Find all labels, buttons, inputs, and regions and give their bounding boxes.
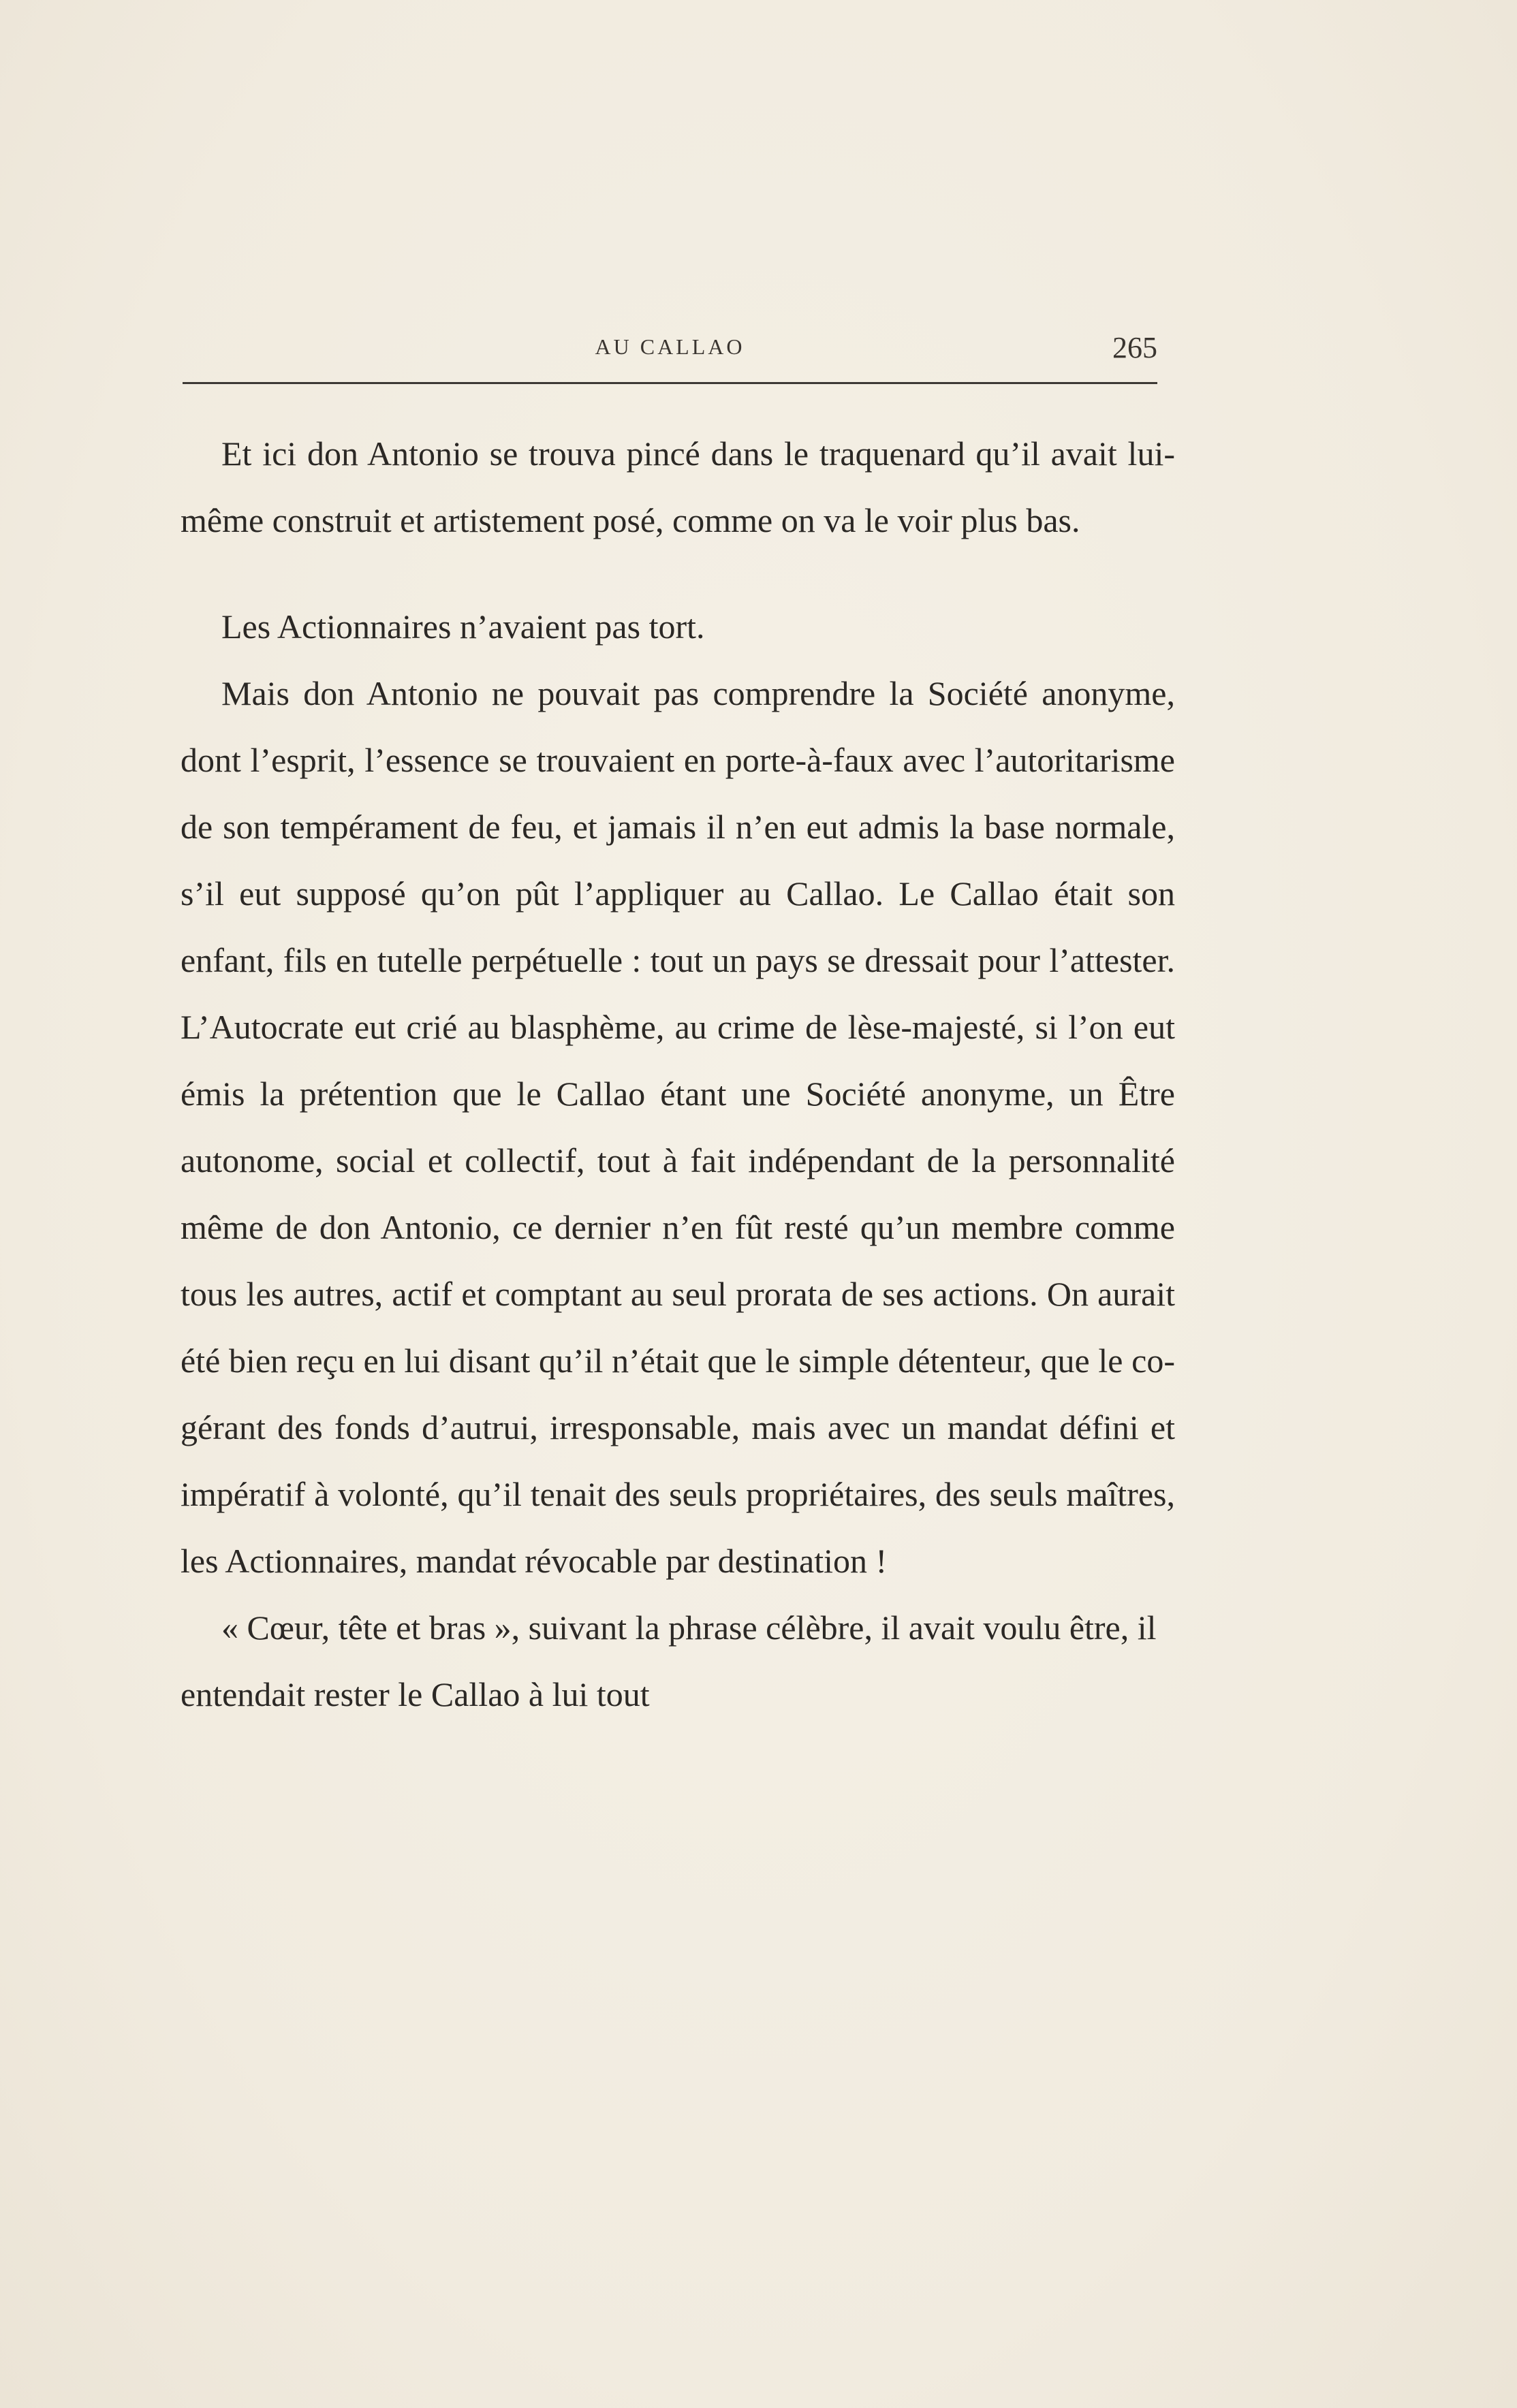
paragraph-1: Et ici don Antonio se trouva pincé dans le traquenard qu’il avait lui-même construit et artistement posé, comme on va le voir plus bas. xyxy=(181,434,1175,539)
page-number: 265 xyxy=(1112,331,1157,364)
running-title: AU CALLAO xyxy=(595,334,745,359)
body-text xyxy=(181,420,1175,1728)
header-rule xyxy=(183,382,1157,384)
paragraph-3: Mais don Antonio ne pouvait pas comprendre la Société anonyme, dont l’esprit, l’essence se trouvaient en porte-à-faux avec l’autoritarisme de son tempérament de feu, et jamais il n’en eut admis la base normale, s’il eut supposé qu’on pût l’appliquer au Callao. Le Callao était son enfant, fils en tutelle perpétuelle : tout un pays se dressait pour l’attester. L’Autocrate eut crié au blasphème, au crime de lèse-majesté, si l’on eut émis la prétention que le Callao étant une Société anonyme, un Être autonome, social et collectif, tout à fait indépendant de la personnalité même de don Antonio, ce dernier n’en fût resté qu’un membre comme tous les autres, actif et comptant au seul prorata de ses actions. On aurait été bien reçu en lui disant qu’il n’était que le simple détenteur, que le co-gérant des fonds d’autrui, irresponsable, mais avec un mandat défini et impératif à volonté, qu’il tenait des seuls propriétaires, des seuls maîtres, les Actionnaires, mandat révocable par destination ! xyxy=(181,674,1175,1580)
paragraph-2: Les Actionnaires n’avaient pas tort. xyxy=(221,607,705,646)
page-header xyxy=(183,330,1157,371)
paragraph-4: « Cœur, tête et bras », suivant la phrase célèbre, il avait voulu être, il entendait rester le Callao à lui tout xyxy=(181,1609,1157,1713)
